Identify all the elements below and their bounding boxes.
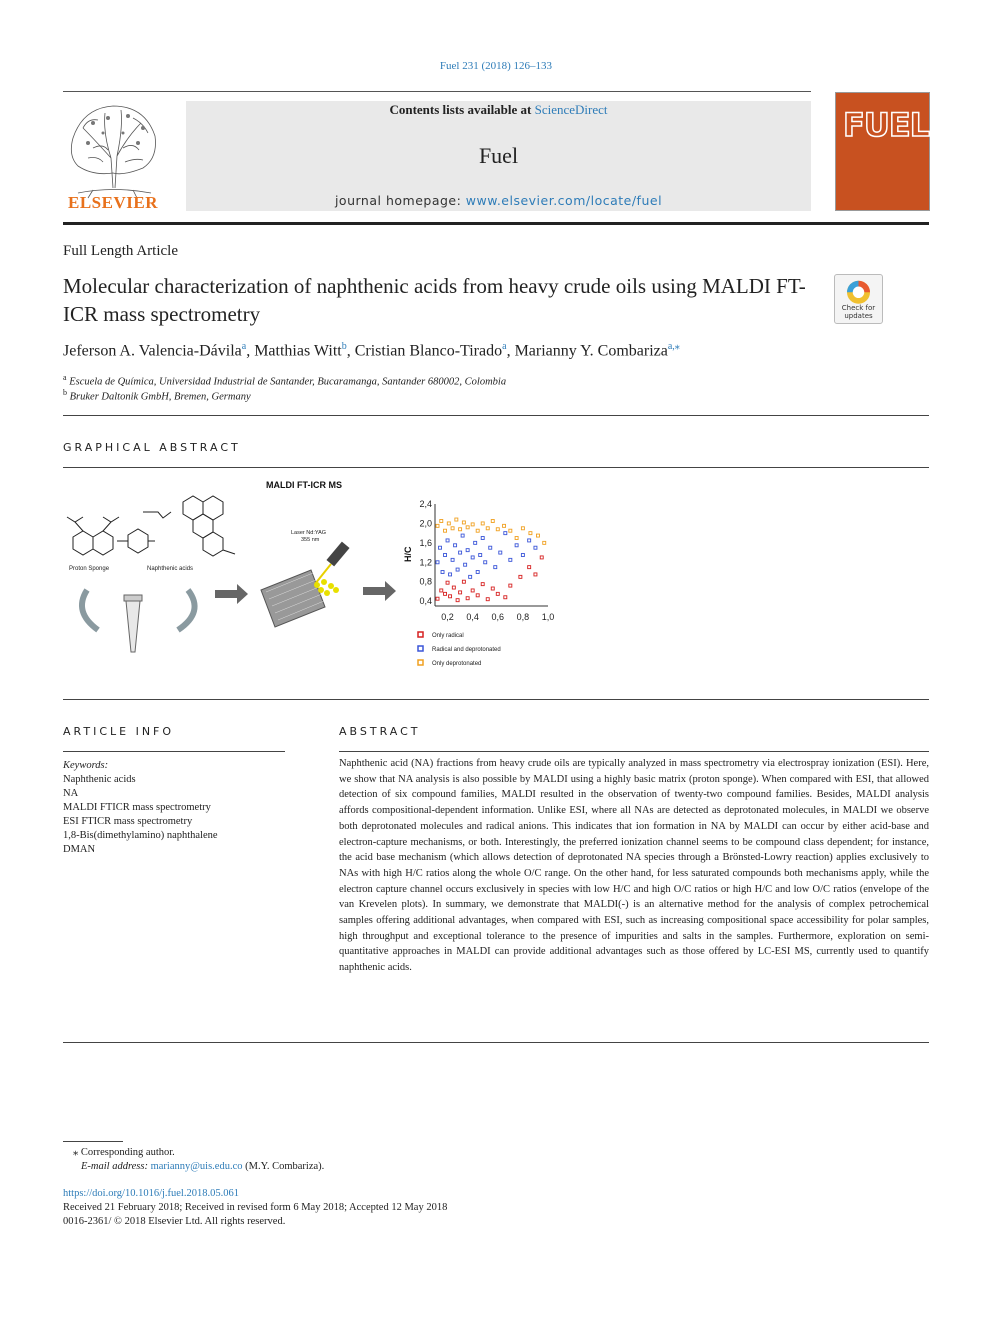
footnote-rule (63, 1141, 123, 1142)
copyright: 0016-2361/ © 2018 Elsevier Ltd. All rights reserved. (63, 1216, 286, 1227)
chart-y-tick-label: 2,4 (419, 499, 432, 509)
chart-point (509, 584, 512, 587)
chart-point (540, 556, 543, 559)
chart-y-tick-label: 2,0 (419, 518, 432, 529)
author-list: Jeferson A. Valencia-Dávila$^a$, Matthias Witt$^b$, Cristian Blanco-Tirado$^a$, Marianny Y. Combariza$^{a,⁎}$ (63, 341, 680, 360)
divider (63, 467, 929, 468)
article-title: Molecular characterization of naphthenic acids from heavy crude oils using MALDI FT-ICR mass spectrometry (63, 274, 806, 326)
affiliation-text: Escuela de Química, Universidad Industrial de Santander, Bucaramanga, Santander 680002, Colombia (69, 376, 507, 388)
chart-point (519, 575, 522, 578)
chart-point (521, 554, 524, 557)
chart-point (528, 566, 531, 569)
email-label: E-mail address: (81, 1161, 148, 1172)
keyword[interactable]: DMAN (63, 844, 96, 855)
author-affiliation-mark[interactable]: a (502, 341, 507, 352)
article-info-heading: ARTICLE INFO (63, 725, 175, 738)
corresponding-mark: ⁎ (73, 1147, 79, 1158)
chart-point (466, 549, 469, 552)
contents-prefix: Contents lists available at (389, 102, 535, 117)
chart-point (496, 528, 499, 531)
chart-point (476, 594, 479, 597)
chart-point (474, 541, 477, 544)
chart-point (459, 591, 462, 594)
chart-x-tick-label: 0,6 (491, 612, 505, 622)
email-note (81, 1161, 324, 1172)
chart-y-label: H/C (403, 546, 413, 562)
chart-point (486, 598, 489, 601)
chart-point (534, 546, 537, 549)
chart-point (529, 532, 532, 535)
ga-figure-title: MALDI FT-ICR MS (266, 480, 342, 490)
chart-point (471, 523, 474, 526)
chart-y-tick-label: 1,2 (419, 557, 432, 568)
author-affiliation-mark[interactable]: a,⁎ (667, 341, 680, 352)
chart-point (509, 558, 512, 561)
legend-swatch-only-deprotonated (418, 660, 423, 665)
laser-label: Laser Nd:YAG (291, 530, 327, 536)
affiliation-mark: b (63, 388, 67, 397)
chart-y-tick-label: 0,8 (419, 576, 432, 587)
chart-point (441, 571, 444, 574)
author-affiliation-mark[interactable]: a (241, 341, 247, 352)
author-name[interactable]: Marianny Y. Combariza (514, 342, 668, 360)
chart-point (491, 587, 494, 590)
chart-point (444, 529, 447, 532)
proton-sponge-label: Proton Sponge (69, 566, 110, 572)
maldi-target-plate-icon (261, 570, 325, 627)
sciencedirect-link[interactable]: ScienceDirect (534, 102, 608, 117)
laser-wavelength-label: 355 nm (301, 537, 320, 543)
keyword[interactable]: NA (63, 788, 79, 799)
chart-point (439, 546, 442, 549)
chart-point (496, 592, 499, 595)
chart-point (449, 595, 452, 598)
chart-point (481, 537, 484, 540)
chart-point (451, 558, 454, 561)
chart-point (479, 554, 482, 557)
corresponding-author-note (73, 1146, 175, 1158)
chart-point (436, 561, 439, 564)
sample-tube-icon (124, 595, 142, 652)
cycle-arrow-left-icon (82, 590, 98, 630)
chart-point (528, 539, 531, 542)
received-dates: Received 21 February 2018; Received in revised form 6 May 2018; Accepted 12 May 2018 (63, 1202, 448, 1213)
chart-point (447, 522, 450, 525)
chart-point (456, 599, 459, 602)
chart-point (486, 527, 489, 530)
abstract-heading: ABSTRACT (339, 725, 421, 738)
journal-citation[interactable]: Fuel 231 (2018) 126–133 (439, 60, 553, 72)
divider (63, 1042, 929, 1043)
chart-point (461, 534, 464, 537)
chart-point (491, 520, 494, 523)
chart-x-tick-label: 0,4 (466, 612, 479, 622)
divider (63, 699, 929, 700)
header-top-rule (63, 91, 811, 92)
chart-point (471, 589, 474, 592)
chart-point (454, 544, 457, 547)
affiliation (63, 373, 506, 388)
chart-point (521, 527, 524, 530)
chart-point (476, 571, 479, 574)
chart-point (451, 527, 454, 530)
author-affiliation-mark[interactable]: b (341, 341, 347, 352)
doi-link[interactable]: https://doi.org/10.1016/j.fuel.2018.05.061 (63, 1188, 239, 1199)
chart-point (504, 596, 507, 599)
author-name[interactable]: Matthias Witt (254, 342, 342, 360)
chart-point (446, 539, 449, 542)
affiliation (63, 388, 251, 403)
corresponding-text: Corresponding author. (80, 1147, 175, 1158)
chart-point (436, 524, 439, 527)
author-name[interactable]: Cristian Blanco-Tirado (354, 342, 503, 360)
chart-point (455, 518, 458, 521)
chart-legend (418, 632, 501, 667)
laser-icon (314, 542, 350, 596)
elsevier-wordmark: ELSEVIER (68, 193, 158, 212)
chart-point (494, 566, 497, 569)
proton-sponge-structure-icon (67, 517, 119, 555)
chart-point (444, 592, 447, 595)
chart-point (481, 522, 484, 525)
keyword[interactable]: Naphthenic acids (63, 774, 136, 785)
chart-y-tick-label: 0,4 (419, 596, 432, 607)
chart-point (504, 532, 507, 535)
chart-x-tick-label: 0,2 (441, 612, 454, 622)
keyword[interactable]: MALDI FTICR mass spectrometry (63, 802, 211, 813)
flow-arrow-icon (215, 584, 248, 604)
chart-point (543, 541, 546, 544)
chart-point (484, 561, 487, 564)
journal-name: Fuel (478, 143, 519, 168)
divider (63, 751, 285, 752)
keyword[interactable]: ESI FTICR mass spectrometry (63, 816, 193, 827)
chart-point (515, 537, 518, 540)
graphical-abstract-heading: GRAPHICAL ABSTRACT (63, 441, 241, 454)
keywords-label: Keywords: (63, 760, 109, 771)
chart-point (449, 573, 452, 576)
legend-label: Only radical (432, 633, 464, 639)
legend-swatch-radical-and-deprotonated (418, 646, 423, 651)
chart-y-tick-label: 1,6 (419, 537, 432, 548)
chart-point (436, 597, 439, 600)
chart-point (499, 551, 502, 554)
affiliation-mark: a (63, 373, 67, 382)
naphthenic-acids-label: Naphthenic acids (147, 566, 194, 572)
chart-point (509, 529, 512, 532)
chart-point (444, 554, 447, 557)
check-for-updates-label: Check for updates (841, 304, 876, 320)
divider (63, 415, 929, 416)
contents-line (186, 102, 811, 118)
chart-point (476, 529, 479, 532)
homepage-line (186, 193, 811, 208)
chart-x-tick-label: 1,0 (541, 612, 555, 622)
chart-point (456, 568, 459, 571)
chart-point (471, 556, 474, 559)
keyword[interactable]: 1,8-Bis(dimethylamino) naphthalene (63, 830, 218, 841)
article-type: Full Length Article (63, 243, 178, 259)
email-link[interactable]: marianny@uis.edu.co (150, 1161, 243, 1172)
chart-point (503, 524, 506, 527)
journal-cover-title: FUEL (843, 106, 930, 144)
chart-point (459, 528, 462, 531)
chart-point (440, 520, 443, 523)
chart-point (462, 580, 465, 583)
chart-point (469, 575, 472, 578)
chart-point (440, 589, 443, 592)
chart-point (515, 544, 518, 547)
chart-point (481, 583, 484, 586)
legend-label: Only deprotonated (432, 661, 482, 667)
chart-point (466, 597, 469, 600)
header-bottom-rule (63, 222, 929, 225)
chart-x-tick-label: 0,8 (516, 612, 530, 622)
legend-swatch-only-radical (418, 632, 423, 637)
abstract-body: Naphthenic acid (NA) fractions from heavy crude oils are typically analyzed in mass spectrometry via electrospray ionization (ESI). Here, we show that NA analysis is also possible by MALDI using a highly basic matrix (proton sponge). When compared with ESI, that allowed detection of six compound families, MALDI resulted in the observation of twenty-two compound families. Besides, MALDI analysis affords compositional-dependent information. Unlike ESI, where all NAs are detected as deprotonated molecules, in MALDI we observe both deprotonated molecules and radical anions. This indicates that ion formation in NA by MALDI can occur by either acid-base and electron-capture mechanisms, or both. Interestingly, the preferred ionization channel seems to be compound class dependent; for instance, the acid base mechanism (which allows detection of deprotonated NA species through a Brönsted-Lowry reaction) applies exclusively to NAs with high H/C ratios along the whole O/C range. On the other hand, for less saturated compounds both mechanisms apply, while the electron capture channel occurs exclusively in species with low H/C and high O/C ratios or high H/C and low O/C ratios (envelope of the van Krevelen plots). In summary, we demonstrate that MALDI(-) is an alternative method for the analysis of complex petrochemical samples offering additional advantages, when compared with ESI, such as increasing compositional space accessibility for polar samples, high throughput and exceptional tolerance to the presence of impurities and salts in the samples. Furthermore, exploration on semi-quantitative approaches in MALDI can provide additional advantages such as those offered by LC-ESI MS, currently used to quantify naphthenic acids. (339, 758, 929, 974)
chart-point (534, 573, 537, 576)
author-name[interactable]: Jeferson A. Valencia-Dávila (63, 342, 242, 360)
naphthenic-acid-structures-icon (117, 496, 235, 556)
chart-point (446, 581, 449, 584)
legend-label: Radical and deprotonated (432, 647, 501, 653)
chart-point (462, 521, 465, 524)
chart-point (459, 551, 462, 554)
graphical-abstract-figure (63, 472, 593, 687)
homepage-prefix: journal homepage: (334, 193, 466, 208)
chart-point (464, 563, 467, 566)
homepage-link[interactable]: www.elsevier.com/locate/fuel (465, 193, 663, 208)
affiliation-text: Bruker Daltonik GmbH, Bremen, Germany (69, 391, 251, 403)
cycle-arrow-right-icon (178, 590, 195, 630)
chart-point (489, 546, 492, 549)
flow-arrow-icon (363, 581, 396, 601)
chart-point (466, 526, 469, 529)
email-suffix: (M.Y. Combariza). (242, 1161, 325, 1172)
chart-point (536, 534, 539, 537)
divider (339, 751, 929, 752)
van-krevelen-chart (403, 499, 554, 622)
chart-point (452, 586, 455, 589)
